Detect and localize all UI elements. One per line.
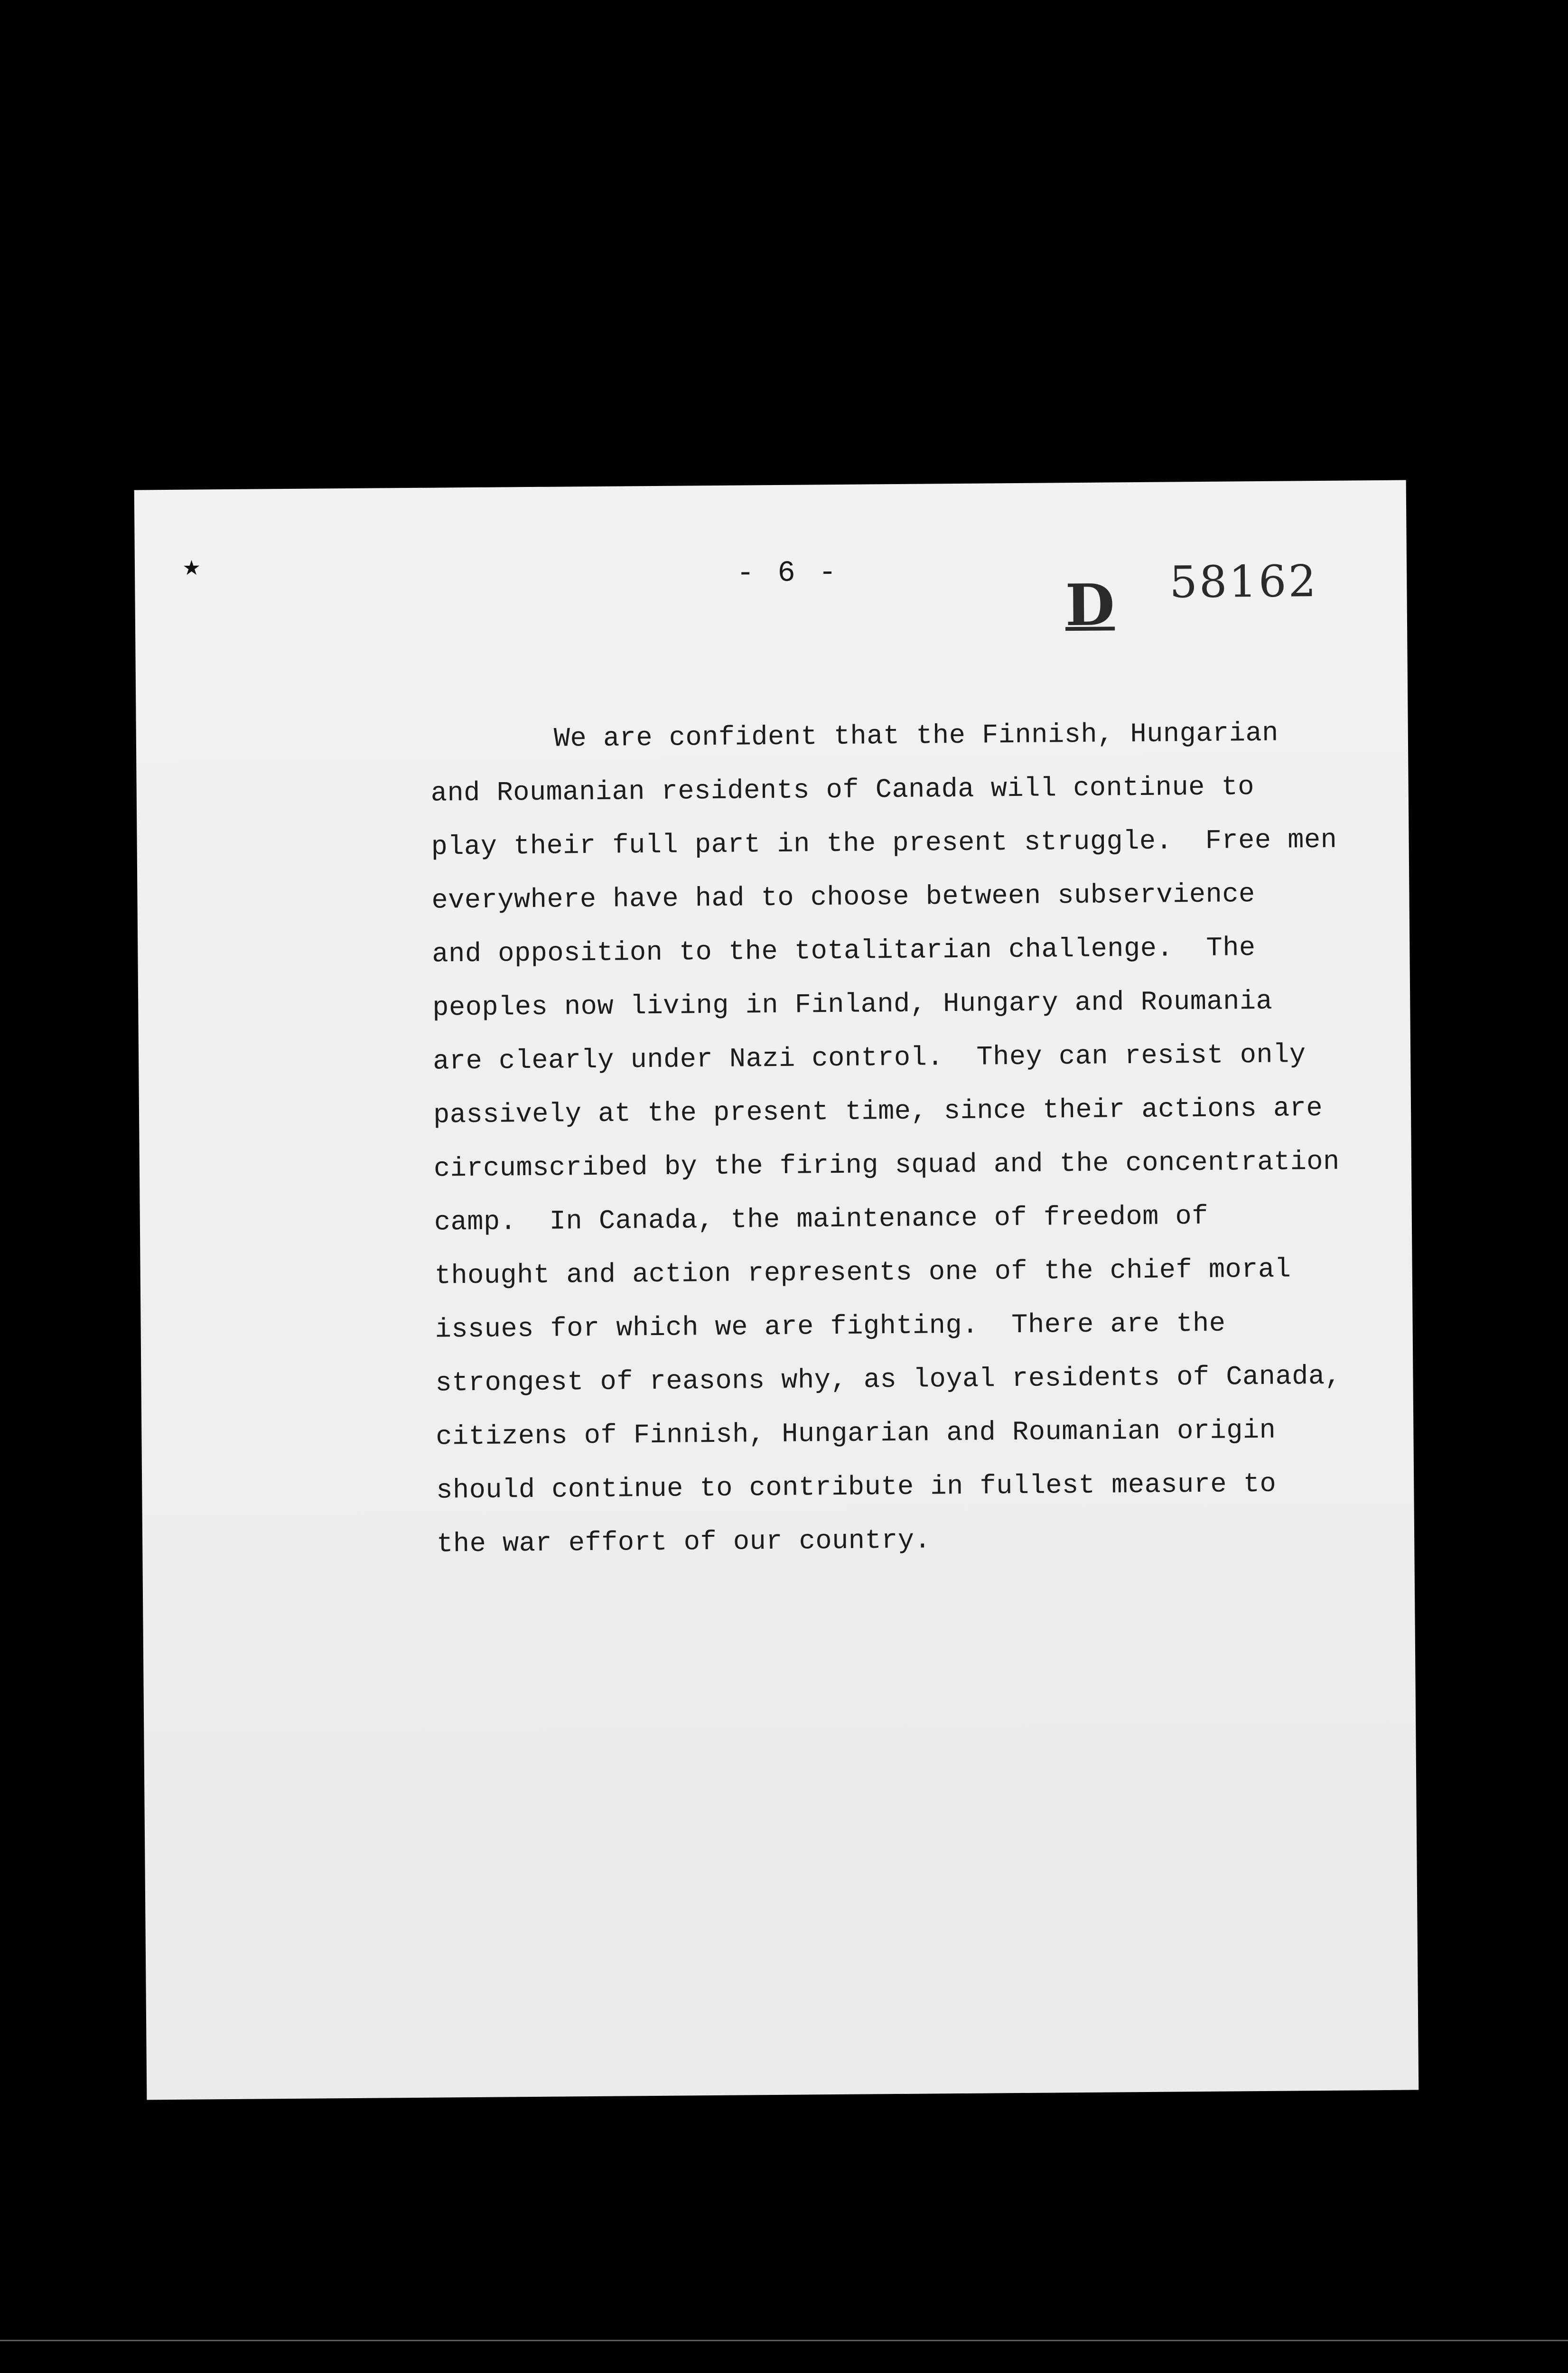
text-line: the war effort of our country. [436,1525,931,1560]
text-line: everywhere have had to choose between subservience [431,879,1256,916]
text-line: We are confident that the Finnish, Hungarian [553,718,1279,755]
text-line: citizens of Finnish, Hungarian and Roumanian origin [436,1415,1276,1453]
document-number: 58162 [1169,555,1318,608]
text-line: thought and action represents one of the chief moral [434,1254,1291,1292]
text-line: are clearly under Nazi control. They can resist only [432,1040,1306,1077]
body-paragraph [430,706,1367,1571]
text-line: should continue to contribute in fullest measure to [436,1469,1277,1506]
corner-mark: ٭ [182,546,201,587]
text-line: issues for which we are fighting. There are the [435,1308,1226,1345]
document-page [134,480,1419,2100]
stamp-letter: D [1065,571,1115,639]
text-line: passively at the present time, since their actions are [433,1093,1323,1131]
text-line: play their full part in the present struggle. Free men [431,825,1337,863]
text-line: circumscribed by the firing squad and the concentration [433,1147,1340,1185]
text-line: camp. In Canada, the maintenance of freedom of [434,1201,1209,1238]
text-line: strongest of reasons why, as loyal residents of Canada, [435,1361,1342,1399]
text-line: and opposition to the totalitarian challenge. The [432,933,1256,970]
text-line: peoples now living in Finland, Hungary and Roumania [432,986,1273,1024]
page-number: - 6 - [736,555,840,590]
film-edge-line [0,2340,1568,2341]
text-line: and Roumanian residents of Canada will continue to [430,772,1255,809]
